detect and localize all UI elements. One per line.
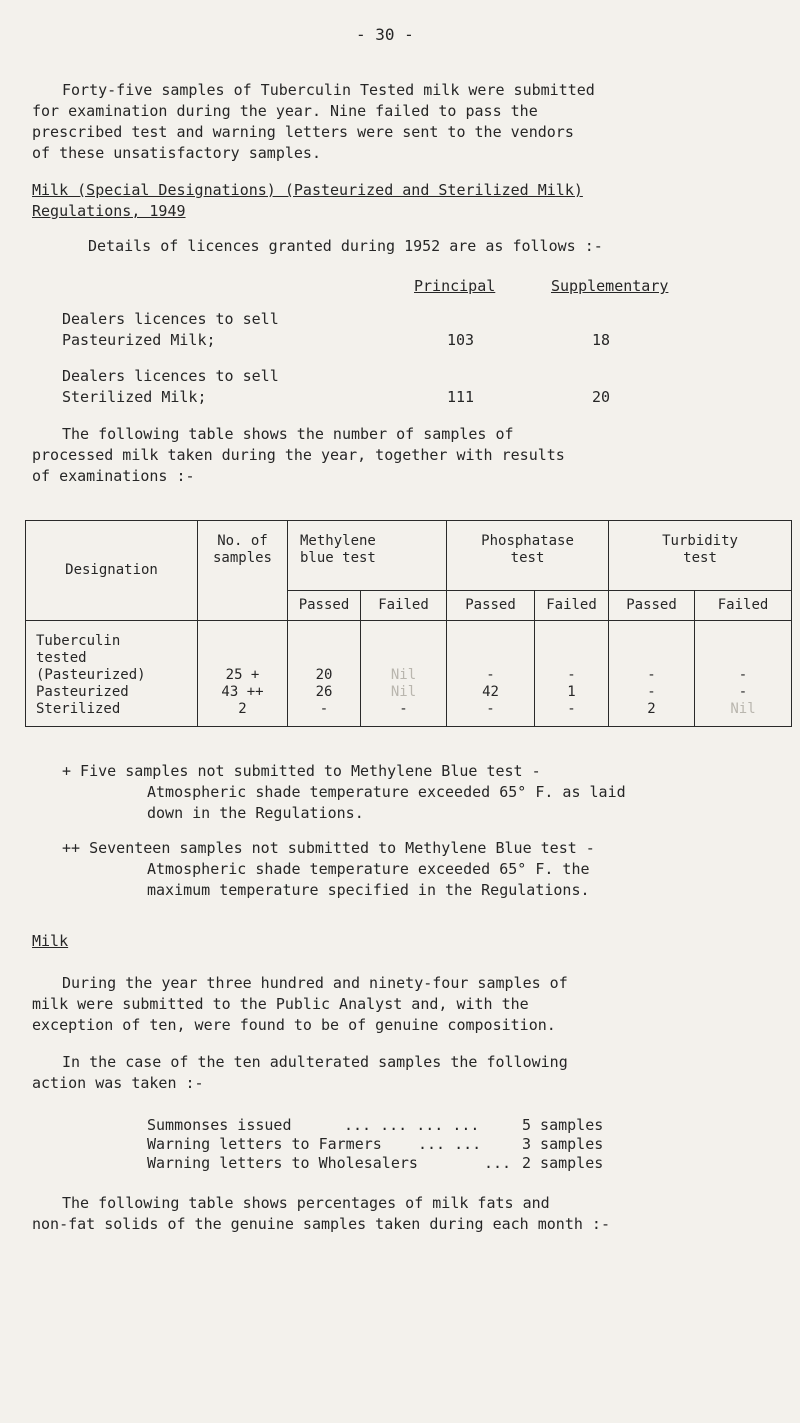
table-intro-line: of examinations :- (32, 467, 195, 485)
table-intro-line: processed milk taken during the year, together with results (32, 446, 565, 464)
intro-line: prescribed test and warning letters were sent to the vendors (32, 123, 574, 141)
intro-line: for examination during the year. Nine failed to pass the (32, 102, 538, 120)
turbidity-passed-column: - - 2 (609, 621, 695, 727)
licence-row-label: Sterilized Milk; (62, 388, 207, 406)
licence-row-supplementary: 18 (592, 331, 611, 349)
page-number: - 30 - (356, 25, 414, 44)
action-label: Warning letters to Farmers (147, 1135, 382, 1153)
licences-col-supplementary: Supplementary (551, 277, 669, 295)
milk-heading: Milk (32, 932, 69, 950)
intro-line: Forty-five samples of Tuberculin Tested milk were submitted (62, 81, 595, 99)
header-turbidity-passed: Passed (609, 591, 695, 621)
samples-column: 25 + 43 ++ 2 (198, 621, 288, 727)
licence-row-label: Pasteurized Milk; (62, 331, 216, 349)
action-value: 5 samples (522, 1116, 604, 1134)
header-phosphatase: Phosphatase test (447, 521, 609, 591)
licence-row-supplementary: 20 (592, 388, 611, 406)
header-methylene: Methylene blue test (288, 521, 447, 591)
action-value: 3 samples (522, 1135, 604, 1153)
licence-row-principal: 111 (447, 388, 475, 406)
regulation-heading-line: Milk (Special Designations) (Pasteurized and Sterilized Milk) (32, 181, 583, 199)
action-dots: ... ... ... ... (344, 1116, 480, 1134)
action-label: Warning letters to Wholesalers (147, 1154, 418, 1172)
licence-row-label: Dealers licences to sell (62, 310, 279, 328)
phosphatase-failed-column: - 1 - (535, 621, 609, 727)
header-methylene-failed: Failed (361, 591, 447, 621)
header-phosphatase-failed: Failed (535, 591, 609, 621)
licence-row-principal: 103 (447, 331, 475, 349)
regulation-heading-line: Regulations, 1949 (32, 202, 186, 220)
licence-row-label: Dealers licences to sell (62, 367, 279, 385)
header-phosphatase-passed: Passed (447, 591, 535, 621)
table-intro-line: The following table shows the number of samples of (62, 425, 514, 443)
results-table (25, 520, 792, 727)
turbidity-failed-column: - - Nil (695, 621, 792, 727)
action-dots: ... (484, 1154, 512, 1172)
header-turbidity: Turbidity test (609, 521, 792, 591)
header-designation: Designation (26, 521, 198, 621)
header-turbidity-failed: Failed (695, 591, 792, 621)
header-methylene-passed: Passed (288, 591, 361, 621)
phosphatase-passed-column: - 42 - (447, 621, 535, 727)
designation-column: Tuberculin tested (Pasteurized) Pasteurized Sterilized (26, 621, 198, 727)
methylene-failed-column: Nil Nil - (361, 621, 447, 727)
action-value: 2 samples (522, 1154, 604, 1172)
methylene-passed-column: 20 26 - (288, 621, 361, 727)
licences-intro: Details of licences granted during 1952 are as follows :- (88, 237, 603, 255)
header-samples: No. of samples (198, 521, 288, 621)
action-dots: ... ... (418, 1135, 482, 1153)
licences-col-principal: Principal (414, 277, 496, 295)
intro-line: of these unsatisfactory samples. (32, 144, 321, 162)
action-label: Summonses issued (147, 1116, 292, 1134)
